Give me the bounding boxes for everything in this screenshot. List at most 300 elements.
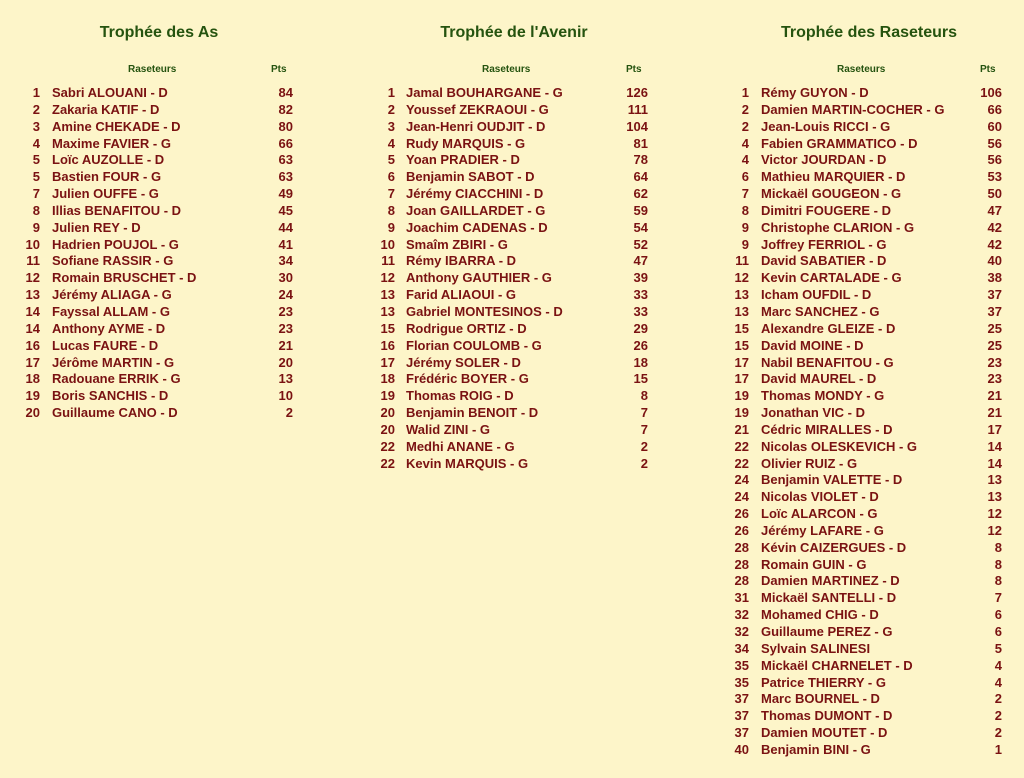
- rank-number: 3: [32, 118, 40, 134]
- raseteur-name: David MOINE - D: [761, 337, 864, 353]
- points-value: 37: [987, 287, 1002, 303]
- raseteur-name: Benjamin BENOIT - D: [406, 405, 539, 421]
- points-value: 6: [994, 624, 1002, 639]
- rank-number: 22: [380, 455, 395, 471]
- raseteur-name: Lucas FAURE - D: [52, 337, 159, 353]
- points-value: 12: [987, 506, 1002, 522]
- ranking-row: [700, 270, 1024, 287]
- raseteur-name: Patrice THIERRY - G: [761, 674, 886, 690]
- ranking-row: [700, 304, 1024, 321]
- rank-number: 1: [741, 85, 749, 100]
- rank-number: 14: [25, 303, 40, 319]
- rank-number: 19: [25, 388, 40, 404]
- ranking-row: [0, 388, 320, 405]
- points-value: 38: [987, 270, 1002, 286]
- points-value: 5: [994, 640, 1002, 656]
- points-value: 45: [278, 202, 293, 218]
- raseteur-name: Kévin CAIZERGUES - D: [761, 539, 907, 555]
- rank-number: 8: [32, 202, 40, 218]
- raseteur-name: Olivier RUIZ - G: [761, 455, 858, 471]
- points-value: 25: [987, 337, 1002, 353]
- ranking-list: [0, 85, 320, 422]
- raseteur-name: Medhi ANANE - G: [406, 438, 515, 454]
- ranking-row: [700, 641, 1024, 658]
- ranking-row: [340, 439, 685, 456]
- points-value: 26: [633, 337, 648, 353]
- points-value: 59: [633, 202, 648, 218]
- raseteur-name: Yoan PRADIER - D: [406, 152, 520, 168]
- ranking-row: [0, 119, 320, 136]
- raseteur-name: Mohamed CHIG - D: [761, 607, 879, 623]
- pts-header: Pts: [271, 64, 287, 75]
- rank-number: 5: [387, 152, 395, 168]
- points-value: 23: [987, 354, 1002, 370]
- rank-number: 19: [734, 388, 749, 404]
- raseteur-name: Victor JOURDAN - D: [761, 152, 887, 168]
- points-value: 4: [994, 674, 1002, 690]
- points-value: 1: [994, 741, 1002, 757]
- rank-number: 1: [387, 85, 395, 100]
- points-value: 63: [278, 169, 293, 185]
- ranking-row: [700, 675, 1024, 692]
- rank-number: 11: [735, 253, 749, 269]
- ranking-row: [700, 287, 1024, 304]
- raseteur-name: Joffrey FERRIOL - G: [761, 236, 887, 252]
- rank-number: 18: [380, 371, 395, 387]
- raseteur-name: Frédéric BOYER - G: [406, 371, 529, 387]
- points-value: 33: [633, 287, 648, 303]
- rank-number: 11: [381, 253, 395, 269]
- points-value: 12: [987, 522, 1002, 538]
- points-value: 104: [626, 118, 648, 134]
- ranking-row: [0, 102, 320, 119]
- ranking-row: [700, 540, 1024, 557]
- points-value: 34: [278, 253, 293, 269]
- raseteur-name: Sabri ALOUANI - D: [52, 85, 168, 100]
- points-value: 2: [994, 691, 1002, 707]
- rank-number: 8: [741, 202, 749, 218]
- pts-header: Pts: [980, 64, 996, 75]
- rank-number: 15: [734, 320, 749, 336]
- rank-number: 22: [734, 455, 749, 471]
- points-value: 2: [640, 438, 648, 454]
- raseteur-name: Florian COULOMB - G: [406, 337, 542, 353]
- ranking-row: [700, 220, 1024, 237]
- ranking-row: [340, 287, 685, 304]
- raseteur-name: David SABATIER - D: [761, 253, 887, 269]
- pts-header: Pts: [626, 64, 642, 75]
- rank-number: 26: [734, 506, 749, 522]
- points-value: 21: [278, 337, 293, 353]
- column-title: Trophée de l'Avenir: [440, 24, 588, 41]
- rank-number: 20: [380, 421, 395, 437]
- raseteur-name: Mickaël GOUGEON - G: [761, 186, 902, 202]
- raseteur-name: Rudy MARQUIS - G: [406, 135, 526, 151]
- ranking-row: [340, 152, 685, 169]
- rank-number: 16: [380, 337, 395, 353]
- raseteur-name: Rodrigue ORTIZ - D: [406, 320, 527, 336]
- ranking-row: [0, 152, 320, 169]
- ranking-row: [340, 102, 685, 119]
- ranking-row: [340, 422, 685, 439]
- points-value: 126: [626, 85, 648, 100]
- rank-number: 5: [32, 169, 40, 185]
- rank-number: 22: [380, 438, 395, 454]
- points-value: 4: [994, 657, 1002, 673]
- ranking-row: [700, 472, 1024, 489]
- rank-number: 28: [734, 556, 749, 572]
- points-value: 52: [633, 236, 648, 252]
- rank-number: 17: [734, 371, 749, 387]
- rank-number: 17: [380, 354, 395, 370]
- ranking-row: [0, 203, 320, 220]
- rank-number: 18: [25, 371, 40, 387]
- raseteur-name: Sylvain SALINESI: [761, 640, 871, 656]
- ranking-row: [700, 237, 1024, 254]
- raseteur-name: Zakaria KATIF - D: [52, 101, 160, 117]
- points-value: 14: [987, 455, 1002, 471]
- rank-number: 15: [380, 320, 395, 336]
- rank-number: 35: [734, 674, 749, 690]
- ranking-row: [340, 169, 685, 186]
- ranking-row: [0, 304, 320, 321]
- points-value: 2: [285, 405, 293, 421]
- raseteur-name: David MAUREL - D: [761, 371, 877, 387]
- raseteur-name: Marc BOURNEL - D: [761, 691, 880, 707]
- points-value: 84: [278, 85, 293, 100]
- ranking-row: [340, 237, 685, 254]
- rank-number: 24: [734, 489, 749, 505]
- points-value: 23: [278, 320, 293, 336]
- raseteur-name: Guillaume PEREZ - G: [761, 624, 893, 639]
- raseteurs-header: Raseteurs: [837, 64, 886, 75]
- ranking-row: [340, 203, 685, 220]
- raseteur-name: Walid ZINI - G: [406, 421, 491, 437]
- ranking-row: [340, 253, 685, 270]
- raseteur-name: Jérémy ALIAGA - G: [52, 287, 172, 303]
- points-value: 14: [987, 438, 1002, 454]
- raseteur-name: Kevin CARTALADE - G: [761, 270, 902, 286]
- ranking-row: [700, 203, 1024, 220]
- ranking-row: [700, 371, 1024, 388]
- raseteur-name: Damien MARTINEZ - D: [761, 573, 900, 589]
- ranking-row: [700, 422, 1024, 439]
- ranking-row: [700, 624, 1024, 641]
- raseteur-name: Guillaume CANO - D: [52, 405, 178, 421]
- raseteur-name: Mathieu MARQUIER - D: [761, 169, 906, 185]
- rank-number: 16: [25, 337, 40, 353]
- rank-number: 26: [734, 522, 749, 538]
- points-value: 13: [278, 371, 293, 387]
- raseteur-name: Sofiane RASSIR - G: [52, 253, 174, 269]
- rank-number: 14: [25, 320, 40, 336]
- ranking-row: [700, 607, 1024, 624]
- points-value: 17: [987, 421, 1002, 437]
- raseteur-name: Hadrien POUJOL - G: [52, 236, 179, 252]
- rank-number: 32: [734, 624, 749, 639]
- ranking-row: [340, 371, 685, 388]
- rank-number: 4: [32, 135, 40, 151]
- rank-number: 32: [734, 607, 749, 623]
- raseteur-name: Julien OUFFE - G: [52, 186, 159, 202]
- ranking-row: [0, 371, 320, 388]
- points-value: 44: [278, 219, 293, 235]
- raseteur-name: Thomas MONDY - G: [761, 388, 885, 404]
- rank-number: 9: [741, 219, 749, 235]
- points-value: 47: [633, 253, 648, 269]
- raseteur-name: Cédric MIRALLES - D: [761, 421, 893, 437]
- points-value: 10: [278, 388, 293, 404]
- raseteur-name: Thomas DUMONT - D: [761, 708, 893, 724]
- rank-number: 13: [380, 303, 395, 319]
- points-value: 20: [278, 354, 293, 370]
- points-value: 7: [640, 421, 648, 437]
- ranking-row: [700, 590, 1024, 607]
- rank-number: 2: [387, 101, 395, 117]
- points-value: 60: [987, 118, 1002, 134]
- ranking-row: [700, 691, 1024, 708]
- raseteur-name: Benjamin BINI - G: [761, 741, 871, 757]
- raseteur-name: Nicolas VIOLET - D: [761, 489, 879, 505]
- ranking-row: [700, 355, 1024, 372]
- rank-number: 12: [25, 270, 40, 286]
- ranking-list: [700, 85, 1024, 759]
- rank-number: 6: [741, 169, 749, 185]
- points-value: 82: [278, 101, 293, 117]
- ranking-row: [700, 456, 1024, 473]
- points-value: 111: [627, 101, 648, 117]
- raseteur-name: Jérôme MARTIN - G: [52, 354, 175, 370]
- raseteur-name: Loïc ALARCON - G: [761, 506, 878, 522]
- ranking-row: [0, 355, 320, 372]
- rank-number: 22: [734, 438, 749, 454]
- ranking-row: [700, 658, 1024, 675]
- points-value: 64: [633, 169, 648, 185]
- rank-number: 4: [387, 135, 395, 151]
- raseteur-name: Anthony GAUTHIER - G: [406, 270, 552, 286]
- raseteur-name: Rémy IBARRA - D: [406, 253, 517, 269]
- points-value: 29: [633, 320, 648, 336]
- rank-number: 34: [734, 640, 749, 656]
- rank-number: 2: [32, 101, 40, 117]
- ranking-row: [0, 169, 320, 186]
- ranking-row: [0, 253, 320, 270]
- ranking-row: [0, 237, 320, 254]
- raseteur-name: Youssef ZEKRAOUI - G: [406, 101, 549, 117]
- rank-number: 12: [380, 270, 395, 286]
- points-value: 13: [987, 489, 1002, 505]
- points-value: 49: [278, 186, 293, 202]
- points-value: 30: [278, 270, 293, 286]
- ranking-row: [700, 388, 1024, 405]
- points-value: 42: [987, 236, 1002, 252]
- raseteur-name: Boris SANCHIS - D: [52, 388, 169, 404]
- points-value: 80: [278, 118, 293, 134]
- rank-number: 13: [734, 287, 749, 303]
- points-value: 62: [633, 186, 648, 202]
- points-value: 81: [633, 135, 648, 151]
- ranking-row: [340, 304, 685, 321]
- ranking-row: [700, 152, 1024, 169]
- raseteur-name: Alexandre GLEIZE - D: [761, 320, 896, 336]
- rank-number: 37: [734, 725, 749, 741]
- raseteur-name: Joachim CADENAS - D: [406, 219, 548, 235]
- ranking-row: [0, 85, 320, 102]
- points-value: 2: [994, 708, 1002, 724]
- points-value: 47: [987, 202, 1002, 218]
- rank-number: 7: [32, 186, 40, 202]
- raseteur-name: Radouane ERRIK - G: [52, 371, 181, 387]
- rank-number: 20: [25, 405, 40, 421]
- raseteur-name: Jérémy LAFARE - G: [761, 522, 884, 538]
- points-value: 23: [987, 371, 1002, 387]
- ranking-row: [700, 253, 1024, 270]
- ranking-row: [340, 321, 685, 338]
- points-value: 8: [640, 388, 648, 404]
- ranking-row: [340, 338, 685, 355]
- points-value: 78: [633, 152, 648, 168]
- raseteur-name: Illias BENAFITOU - D: [52, 202, 182, 218]
- ranking-row: [340, 270, 685, 287]
- points-value: 63: [278, 152, 293, 168]
- raseteur-name: Marc SANCHEZ - G: [761, 303, 880, 319]
- rank-number: 21: [734, 421, 749, 437]
- rank-number: 15: [734, 337, 749, 353]
- raseteur-name: Jean-Henri OUDJIT - D: [406, 118, 546, 134]
- raseteur-name: Benjamin VALETTE - D: [761, 472, 903, 488]
- points-value: 33: [633, 303, 648, 319]
- ranking-row: [700, 119, 1024, 136]
- rank-number: 13: [734, 303, 749, 319]
- raseteur-name: Farid ALIAOUI - G: [406, 287, 517, 303]
- rank-number: 19: [380, 388, 395, 404]
- ranking-row: [700, 523, 1024, 540]
- raseteur-name: Fabien GRAMMATICO - D: [761, 135, 918, 151]
- raseteur-name: Mickaël SANTELLI - D: [761, 590, 897, 606]
- rank-number: 8: [387, 202, 395, 218]
- points-value: 41: [278, 236, 293, 252]
- raseteur-name: Maxime FAVIER - G: [52, 135, 171, 151]
- raseteur-name: Thomas ROIG - D: [406, 388, 514, 404]
- points-value: 6: [994, 607, 1002, 623]
- raseteurs-header: Raseteurs: [128, 64, 177, 75]
- raseteur-name: Jean-Louis RICCI - G: [761, 118, 891, 134]
- ranking-row: [700, 439, 1024, 456]
- points-value: 66: [987, 101, 1002, 117]
- points-value: 56: [987, 152, 1002, 168]
- column-title: Trophée des As: [99, 24, 219, 41]
- ranking-row: [700, 708, 1024, 725]
- rank-number: 9: [741, 236, 749, 252]
- ranking-row: [700, 321, 1024, 338]
- ranking-row: [0, 270, 320, 287]
- points-value: 54: [633, 219, 648, 235]
- rank-number: 35: [734, 657, 749, 673]
- raseteur-name: Dimitri FOUGERE - D: [761, 202, 892, 218]
- rank-number: 10: [25, 236, 40, 252]
- points-value: 2: [640, 455, 648, 471]
- points-value: 8: [994, 573, 1002, 589]
- points-value: 21: [987, 388, 1002, 404]
- points-value: 15: [633, 371, 648, 387]
- rank-number: 13: [380, 287, 395, 303]
- ranking-row: [340, 388, 685, 405]
- ranking-row: [0, 136, 320, 153]
- ranking-row: [340, 85, 685, 102]
- raseteur-name: Amine CHEKADE - D: [52, 118, 181, 134]
- points-value: 21: [987, 405, 1002, 421]
- column-title: Trophée des Raseteurs: [780, 24, 958, 41]
- points-value: 2: [994, 725, 1002, 741]
- rank-number: 28: [734, 539, 749, 555]
- ranking-row: [0, 338, 320, 355]
- ranking-list: [340, 85, 685, 472]
- points-value: 8: [994, 539, 1002, 555]
- ranking-row: [700, 742, 1024, 759]
- raseteur-name: Loïc AUZOLLE - D: [52, 152, 165, 168]
- raseteur-name: Mickaël CHARNELET - D: [761, 657, 913, 673]
- raseteur-name: Benjamin SABOT - D: [406, 169, 535, 185]
- ranking-row: [340, 405, 685, 422]
- ranking-row: [0, 186, 320, 203]
- raseteur-name: Smaîm ZBIRI - G: [406, 236, 508, 252]
- points-value: 53: [987, 169, 1002, 185]
- ranking-row: [0, 287, 320, 304]
- ranking-row: [340, 186, 685, 203]
- raseteur-name: Damien MOUTET - D: [761, 725, 888, 741]
- rank-number: 9: [387, 219, 395, 235]
- raseteur-name: Nicolas OLESKEVICH - G: [761, 438, 918, 454]
- ranking-row: [0, 405, 320, 422]
- rank-number: 3: [387, 118, 395, 134]
- points-value: 24: [278, 287, 293, 303]
- ranking-row: [700, 102, 1024, 119]
- raseteur-name: Damien MARTIN-COCHER - G: [761, 101, 945, 117]
- ranking-row: [700, 338, 1024, 355]
- points-value: 18: [633, 354, 648, 370]
- rank-number: 40: [734, 741, 749, 757]
- ranking-row: [0, 220, 320, 237]
- rank-number: 17: [734, 354, 749, 370]
- raseteur-name: Romain BRUSCHET - D: [52, 270, 197, 286]
- points-value: 56: [987, 135, 1002, 151]
- ranking-row: [0, 321, 320, 338]
- rank-number: 2: [741, 101, 749, 117]
- ranking-row: [340, 355, 685, 372]
- rank-number: 7: [741, 186, 749, 202]
- rank-number: 17: [25, 354, 40, 370]
- raseteur-name: Joan GAILLARDET - G: [406, 202, 546, 218]
- raseteurs-header: Raseteurs: [482, 64, 531, 75]
- ranking-row: [700, 85, 1024, 102]
- rank-number: 24: [734, 472, 749, 488]
- rank-number: 37: [734, 708, 749, 724]
- raseteur-name: Julien REY - D: [52, 219, 141, 235]
- raseteur-name: Kevin MARQUIS - G: [406, 455, 529, 471]
- points-value: 25: [987, 320, 1002, 336]
- raseteur-name: Icham OUFDIL - D: [761, 287, 872, 303]
- ranking-row: [700, 489, 1024, 506]
- rank-number: 1: [32, 85, 40, 100]
- raseteur-name: Nabil BENAFITOU - G: [761, 354, 894, 370]
- rank-number: 31: [734, 590, 749, 606]
- rank-number: 6: [387, 169, 395, 185]
- rank-number: 4: [741, 152, 749, 168]
- points-value: 50: [987, 186, 1002, 202]
- rank-number: 37: [734, 691, 749, 707]
- raseteur-name: Bastien FOUR - G: [52, 169, 162, 185]
- rank-number: 4: [741, 135, 749, 151]
